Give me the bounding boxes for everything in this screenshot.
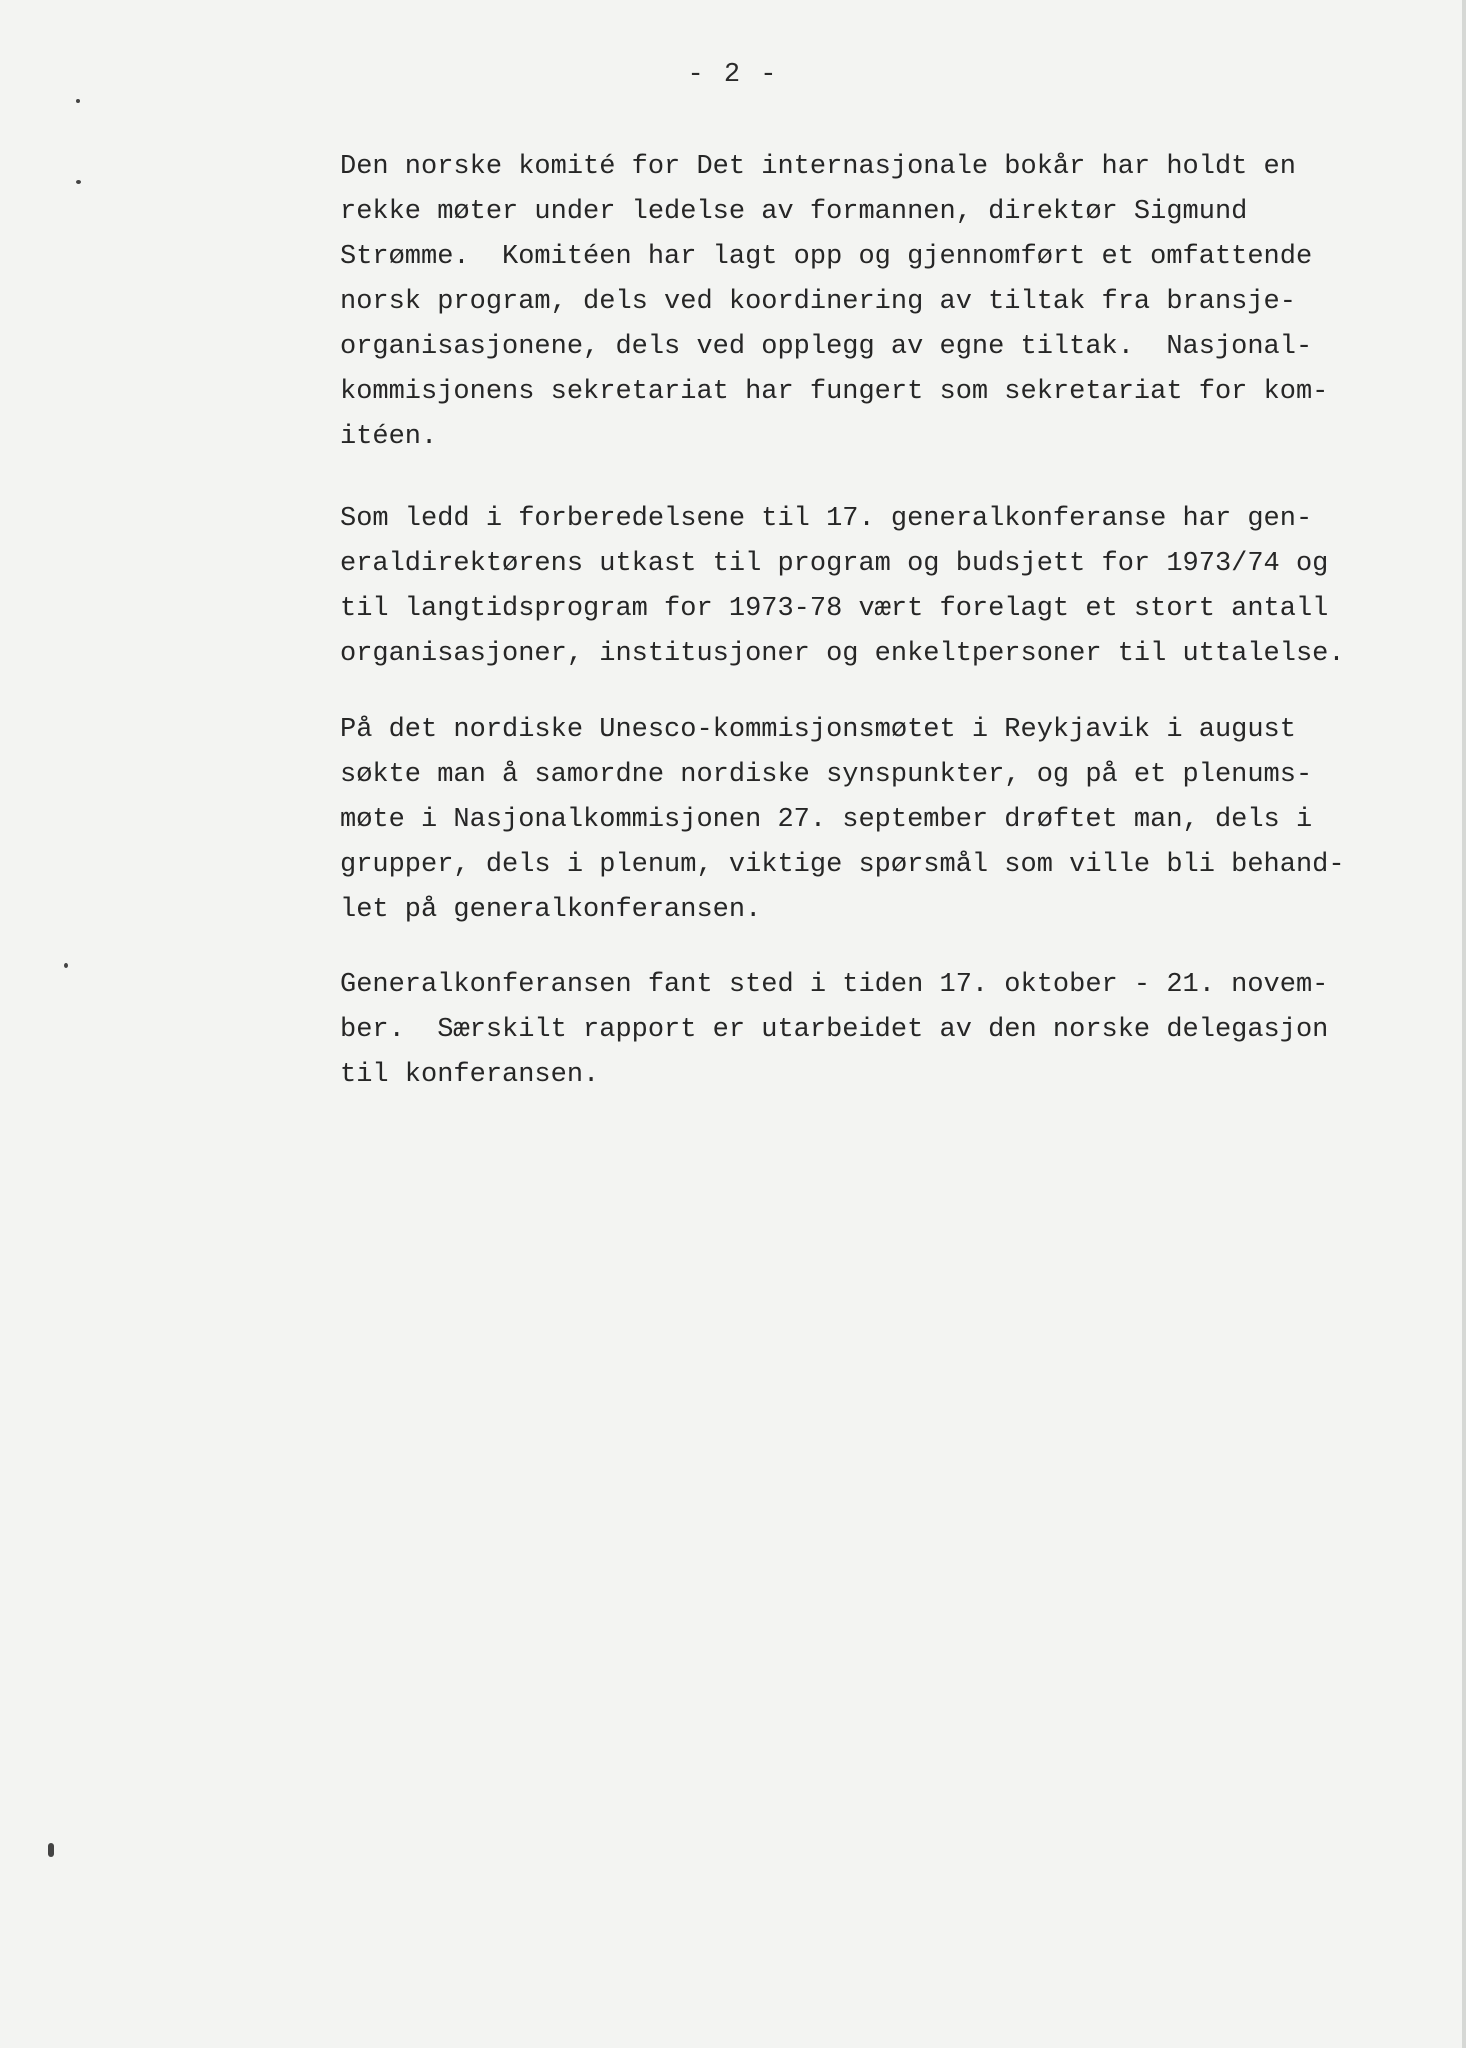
text-line: søkte man å samordne nordiske synspunkter, og på et plenums-: [340, 760, 1313, 790]
text-line: rekke møter under ledelse av formannen, direktør Sigmund: [340, 197, 1248, 227]
text-line: møte i Nasjonalkommisjonen 27. september drøftet man, dels i: [340, 805, 1313, 835]
text-line: kommisjonens sekretariat har fungert som sekretariat for kom-: [340, 377, 1329, 407]
margin-speck: [64, 963, 68, 968]
text-line: itéen.: [340, 422, 438, 452]
paragraph-general-conference-dates: [340, 963, 1430, 1098]
text-line: organisasjonene, dels ved opplegg av egne tiltak. Nasjonal-: [340, 332, 1313, 362]
text-line: grupper, dels i plenum, viktige spørsmål som ville bli behand-: [340, 850, 1345, 880]
paragraph-nordic-meeting: [340, 708, 1430, 933]
margin-speck: [76, 180, 81, 184]
page-number: - 2 -: [687, 60, 779, 90]
text-line: ber. Særskilt rapport er utarbeidet av den norske delegasjon: [340, 1015, 1329, 1045]
text-line: Som ledd i forberedelsene til 17. generalkonferanse har gen-: [340, 504, 1313, 534]
text-line: Strømme. Komitéen har lagt opp og gjennomført et omfattende: [340, 242, 1313, 272]
margin-speck: [48, 1843, 54, 1857]
text-line: norsk program, dels ved koordinering av tiltak fra bransje-: [340, 287, 1296, 317]
text-line: Generalkonferansen fant sted i tiden 17. oktober - 21. novem-: [340, 970, 1329, 1000]
text-line: let på generalkonferansen.: [340, 895, 762, 925]
text-line: Den norske komité for Det internasjonale bokår har holdt en: [340, 152, 1296, 182]
paragraph-international-book-year: [340, 145, 1430, 460]
text-line: til langtidsprogram for 1973-78 vært forelagt et stort antall: [340, 594, 1329, 624]
margin-speck: [76, 99, 80, 103]
text-line: eraldirektørens utkast til program og budsjett for 1973/74 og: [340, 549, 1329, 579]
text-line: På det nordiske Unesco-kommisjonsmøtet i Reykjavik i august: [340, 715, 1296, 745]
text-line: til konferansen.: [340, 1060, 600, 1090]
text-line: organisasjoner, institusjoner og enkeltpersoner til uttalelse.: [340, 639, 1345, 669]
paragraph-general-conference-preparations: [340, 497, 1430, 677]
